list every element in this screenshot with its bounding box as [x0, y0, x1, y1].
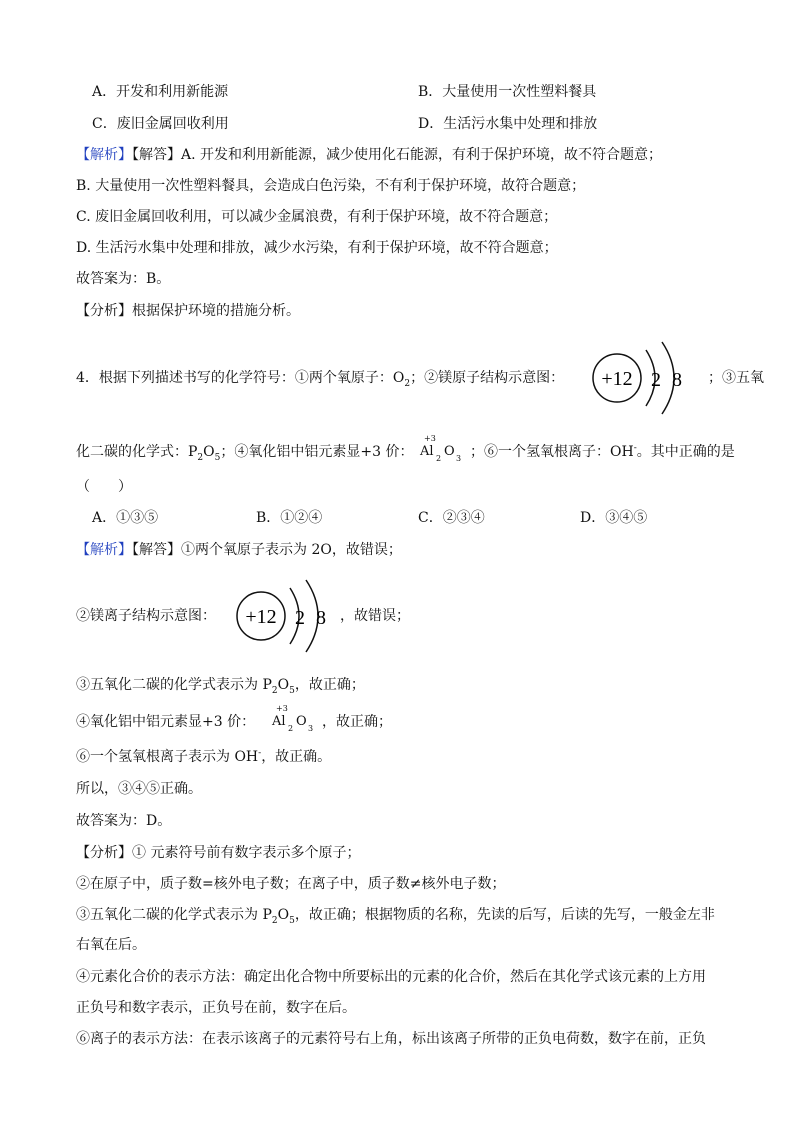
- q4-solution-2: ②镁离子结构示意图：: [76, 608, 216, 624]
- q4-analysis-4b: 正负号和数字表示，正负号在前，数字在后。: [76, 1000, 356, 1016]
- sol-text: ③五氧化二碳的化学式表示为 P: [76, 677, 272, 693]
- q4-so: 所以，③④⑤正确。: [76, 781, 202, 797]
- option-c: C．废旧金属回收利用: [92, 116, 229, 132]
- q4-stem-line1: [76, 368, 564, 388]
- superscript: -: [258, 748, 262, 759]
- q3-solution-c: C. 废旧金属回收利用，可以减少金属浪费，有利于保护环境，故不符合题意；: [76, 209, 558, 225]
- an-text: O: [277, 907, 290, 923]
- stem-text: ；⑥一个氢氧根离子：OH: [470, 444, 634, 460]
- q4-paren: （ ）: [76, 479, 132, 495]
- q4-solution-2-end: ，故错误；: [340, 608, 410, 624]
- q4-analysis-3b: 右氧在后。: [76, 937, 146, 953]
- stem-text: ；②镁原子结构示意图：: [410, 370, 565, 386]
- shell2-electrons: 8: [316, 607, 326, 629]
- subscript: 2: [197, 452, 204, 463]
- magnesium-atom-diagram: [588, 338, 700, 418]
- an-text: ，故正确；根据物质的名称，先读的后写，后读的先写，一般金左非: [294, 907, 715, 923]
- q4-stem-line1-end: ；③五氧: [708, 370, 764, 386]
- q4-analysis-3: [76, 905, 715, 925]
- option-d: D．③④⑤: [580, 510, 648, 526]
- subscript: 2: [404, 378, 411, 389]
- q4-analysis-6: ⑥离子的表示方法：在表示该离子的元素符号右上角，标出该离子所带的正负电荷数，数字在前，正负: [76, 1031, 706, 1047]
- shell1-electrons: 2: [295, 607, 305, 629]
- sol-text: O: [277, 677, 290, 693]
- jieda-tag: 【解答】: [132, 542, 181, 558]
- option-b: B．大量使用一次性塑料餐具: [418, 84, 597, 100]
- subscript: 2: [271, 915, 278, 926]
- subscript: 5: [289, 915, 295, 926]
- valence: +3: [276, 704, 288, 713]
- q4-solution-1: [76, 540, 402, 560]
- q3-solution-a: [76, 145, 662, 165]
- nucleus-charge: +12: [245, 606, 277, 628]
- al-subscript: 2: [436, 454, 442, 463]
- sol-text: ⑥一个氢氧根离子表示为 OH: [76, 749, 259, 765]
- q3-solution-b: B. 大量使用一次性塑料餐具，会造成白色污染，不有利于保护环境，故符合题意；: [76, 178, 586, 194]
- option-b: B．①②④: [256, 510, 323, 526]
- o-symbol: O: [296, 714, 307, 729]
- stem-text: O: [203, 444, 215, 460]
- sol-text: ，故正确。: [261, 749, 332, 765]
- option-a: A．开发和利用新能源: [92, 84, 229, 100]
- stem-text: 。其中正确的是: [636, 444, 735, 460]
- magnesium-ion-diagram: [232, 576, 344, 656]
- oxide-formula: [420, 434, 464, 464]
- q4-analysis-1: 【分析】① 元素符号前有数字表示多个原子；: [76, 845, 361, 861]
- stem-text: 4．根据下列描述书写的化学符号：①两个氧原子：O: [76, 370, 405, 386]
- subscript: 5: [214, 452, 221, 463]
- o-subscript: 3: [308, 724, 314, 733]
- al-symbol: Al: [420, 444, 434, 459]
- q4-solution-4: ④氧化铝中铝元素显+3 价：: [76, 714, 256, 730]
- oxide-formula: [272, 704, 316, 734]
- q4-solution-4-end: ，故正确；: [322, 714, 392, 730]
- jiexi-tag: 【解析】: [76, 542, 132, 558]
- q3-analysis: 【分析】根据保护环境的措施分析。: [76, 303, 300, 319]
- q4-answer: 故答案为：D。: [76, 813, 172, 829]
- q3-solution-d: D. 生活污水集中处理和排放，减少水污染，有利于保护环境，故不符合题意；: [76, 240, 558, 256]
- al-subscript: 2: [288, 724, 294, 733]
- subscript: 5: [289, 685, 295, 696]
- jiexi-tag: 【解析】: [76, 147, 132, 163]
- stem-text: 化二碳的化学式：P: [76, 444, 198, 460]
- o-subscript: 3: [456, 454, 462, 463]
- q4-analysis-2: ②在原子中，质子数=核外电子数；在离子中，质子数≠核外电子数；: [76, 876, 506, 892]
- sol-text: ，故正确；: [294, 677, 365, 693]
- q4-analysis-4: ④元素化合价的表示方法：确定出化合物中所要标出的元素的化合价，然后在其化学式该元素的上方用: [76, 969, 706, 985]
- q4-stem-line2-end: [470, 442, 735, 462]
- sol-1: ①两个氧原子表示为 2O，故错误；: [181, 542, 402, 558]
- q4-solution-3: [76, 675, 365, 695]
- superscript: -: [633, 443, 637, 454]
- option-a: A．①③⑤: [92, 510, 159, 526]
- stem-text: ；④氧化铝中铝元素显+3 价：: [220, 444, 414, 460]
- option-c: C．②③④: [418, 510, 485, 526]
- shell2-electrons: 8: [672, 369, 682, 391]
- q3-answer: 故答案为：B。: [76, 271, 171, 287]
- valence: +3: [424, 434, 436, 443]
- subscript: 2: [271, 685, 278, 696]
- nucleus-charge: +12: [601, 368, 633, 390]
- option-d: D．生活污水集中处理和排放: [418, 116, 598, 132]
- q3-ans-a: A. 开发和利用新能源，减少使用化石能源，有利于保护环境，故不符合题意；: [181, 147, 663, 163]
- q4-solution-6: [76, 747, 331, 767]
- an-text: ③五氧化二碳的化学式表示为 P: [76, 907, 272, 923]
- q4-stem-line2: [76, 442, 413, 462]
- al-symbol: Al: [272, 714, 286, 729]
- o-symbol: O: [444, 444, 455, 459]
- jieda-tag: 【解答】: [132, 147, 181, 163]
- shell1-electrons: 2: [651, 369, 661, 391]
